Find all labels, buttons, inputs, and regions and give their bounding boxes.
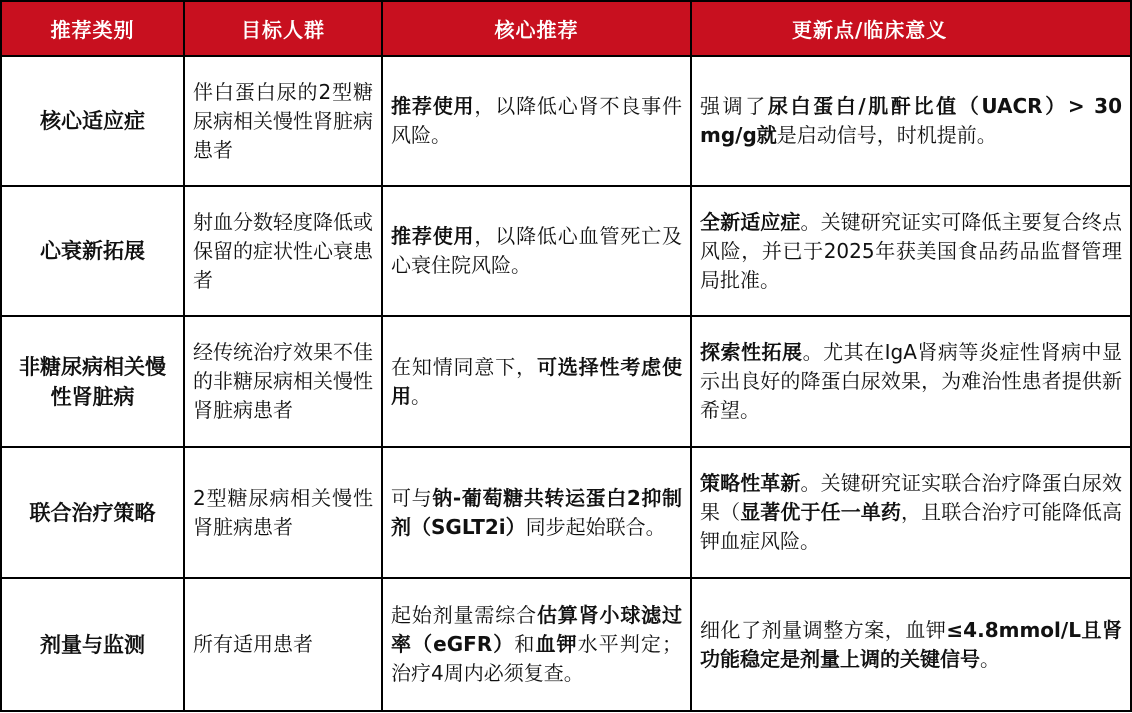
cell-update	[691, 56, 1131, 186]
cell-category: 剂量与监测	[1, 578, 184, 711]
update-text-segment: 。尤其在IgA肾病等炎症性肾病中显示出良好的降蛋白尿效果，为难治性患者提供新希望。	[700, 340, 1122, 422]
update-text-segment: 。	[980, 646, 1000, 671]
table-body	[1, 56, 1131, 711]
cell-category: 联合治疗策略	[1, 447, 184, 578]
recommendation-text-segment: 同步起始联合。	[525, 514, 666, 539]
cell-population: 2型糖尿病相关慢性肾脏病患者	[184, 447, 382, 578]
header-recommendation: 核心推荐	[382, 1, 691, 56]
table-row	[1, 56, 1131, 186]
cell-update	[691, 447, 1131, 578]
update-text-segment: 是启动信号，时机提前。	[776, 123, 997, 147]
recommendation-text-segment: 推荐使用	[391, 94, 475, 118]
cell-update	[691, 186, 1131, 316]
cell-update	[691, 578, 1131, 711]
update-text-segment: 显著优于任一单药	[740, 500, 902, 524]
update-text-segment: 强调了	[700, 94, 768, 118]
table-row	[1, 447, 1131, 578]
cell-recommendation	[382, 186, 691, 316]
update-text-segment: 全新适应症	[700, 209, 801, 234]
update-text-segment: 探索性拓展	[700, 340, 803, 364]
cell-update	[691, 316, 1131, 447]
recommendation-text-segment: 推荐使用	[391, 224, 475, 248]
recommendation-text-segment: 钠-葡萄糖共转运蛋白2抑制剂（SGLT2i）	[391, 485, 683, 539]
header-population: 目标人群	[184, 1, 382, 56]
header-update: 更新点/临床意义	[691, 1, 1131, 56]
cell-population: 经传统治疗效果不佳的非糖尿病相关慢性肾脏病患者	[184, 316, 382, 447]
recommendation-text-segment: 在知情同意下，	[391, 354, 537, 379]
table-row	[1, 316, 1131, 447]
cell-category: 核心适应症	[1, 56, 184, 186]
cell-recommendation	[382, 316, 691, 447]
recommendation-text-segment: 可选择性考虑使用	[391, 354, 683, 408]
cell-population: 伴白蛋白尿的2型糖尿病相关慢性肾脏病患者	[184, 56, 382, 186]
recommendation-text-segment: ，以降低心肾不良事件风险。	[391, 94, 683, 147]
cell-recommendation	[382, 56, 691, 186]
update-text-segment: ，且联合治疗可能降低高钾血症风险。	[700, 500, 1123, 553]
cell-category: 非糖尿病相关慢性肾脏病	[1, 316, 184, 447]
cell-category: 心衰新拓展	[1, 186, 184, 316]
cell-population: 所有适用患者	[184, 578, 382, 711]
recommendation-text-segment: 可与	[391, 485, 433, 510]
recommendation-text-segment: 估算肾小球滤过率（eGFR）	[391, 603, 683, 656]
update-text-segment: （UACR）> 30 mg/g就	[700, 94, 1123, 147]
update-text-segment: ≤4.8mmol/L且肾功能稳定是剂量上调的关键信号	[700, 617, 1123, 671]
table-row	[1, 186, 1131, 316]
cell-recommendation	[382, 447, 691, 578]
update-text-segment: 细化了剂量调整方案，血钾	[700, 617, 947, 642]
update-text-segment: 策略性革新	[700, 471, 801, 495]
table-row	[1, 578, 1131, 711]
recommendation-text-segment: ，以降低心血管死亡及心衰住院风险。	[391, 224, 683, 277]
recommendation-text-segment: 。	[411, 383, 431, 408]
update-text-segment: 。关键研究证实可降低主要复合终点风险，并已于2025年获美国食品药品监督管理局批准。	[700, 209, 1122, 292]
recommendation-text-segment: 水平判定；治疗4周内必须复查。	[391, 632, 683, 685]
header-category: 推荐类别	[1, 1, 184, 56]
cell-population: 射血分数轻度降低或保留的症状性心衰患者	[184, 186, 382, 316]
cell-recommendation	[382, 578, 691, 711]
recommendation-text-segment: 血钾	[535, 632, 578, 656]
table-header-row	[1, 1, 1131, 56]
recommendation-text-segment: 起始剂量需综合	[391, 603, 537, 627]
update-text-segment: 尿白蛋白/肌酐比值	[767, 94, 959, 118]
update-text-segment: 。关键研究证实联合治疗降蛋白尿效果（	[700, 471, 1122, 524]
recommendation-text-segment: 和	[514, 632, 536, 656]
